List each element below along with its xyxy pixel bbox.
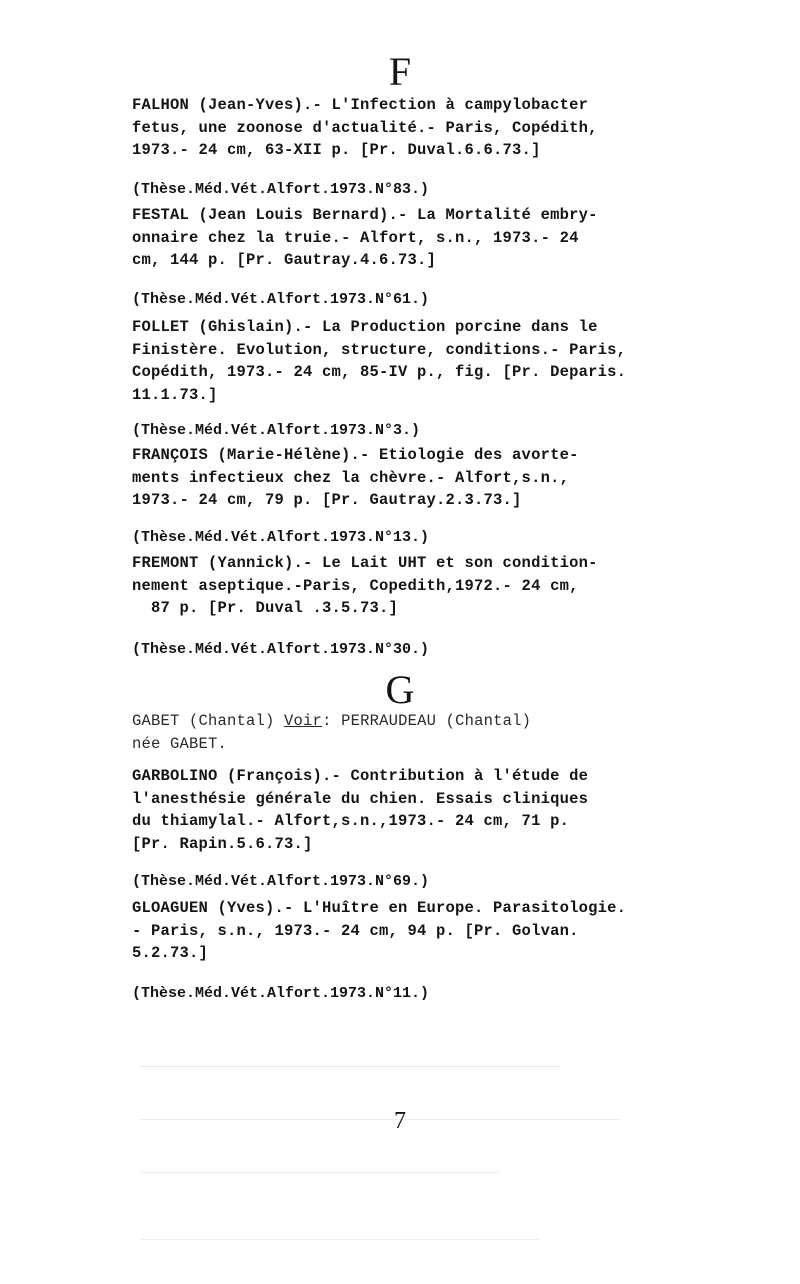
cross-reference-entry [132,710,672,755]
entry-line: du thiamylal.- Alfort,s.n.,1973.- 24 cm, 71 p. [132,812,570,830]
cross-ref-name: GABET (Chantal) [132,712,275,730]
section-letter-f: F [388,49,412,94]
thesis-reference: (Thèse.Méd.Vét.Alfort.1973.N°13.) [132,529,430,546]
entry-line: fetus, une zoonose d'actualité.- Paris, Copédith, [132,118,598,137]
entry-line: Copédith, 1973.- 24 cm, 85-IV p., fig. [Pr. Deparis. [132,363,627,381]
entry-line: l'anesthésie générale du chien. Essais cliniques [132,789,589,808]
entry-line: 1973.- 24 cm, 63-XII p. [Pr. Duval.6.6.73.] [132,141,541,159]
entry-line: onnaire chez la truie.- Alfort, s.n., 1973.- 24 [132,228,579,247]
bibliographic-entry [132,94,672,162]
entry-line: FRANÇOIS (Marie-Hélène).- Etiologie des avorte- [132,446,579,464]
voir-link[interactable]: Voir [284,712,323,730]
entry-line: Finistère. Evolution, structure, conditions.- Paris, [132,340,627,359]
thesis-reference: (Thèse.Méd.Vét.Alfort.1973.N°11.) [132,985,430,1002]
entry-line: [Pr. Rapin.5.6.73.] [132,834,313,853]
bibliographic-entry [132,204,672,272]
entry-line: FALHON (Jean-Yves).- L'Infection à campylobacter [132,96,589,114]
bibliographic-entry [132,444,672,512]
entry-line: nement aseptique.-Paris, Copedith,1972.- 24 cm, [132,576,579,595]
show-through-texture [140,1020,660,1120]
section-letter-g: G [385,667,415,712]
thesis-reference: (Thèse.Méd.Vét.Alfort.1973.N°61.) [132,291,430,308]
entry-line: FESTAL (Jean Louis Bernard).- La Mortalité embry- [132,206,598,224]
entry-line: 5.2.73.] [132,944,209,962]
entry-line: ments infectieux chez la chèvre.- Alfort,s.n., [132,468,570,487]
entry-line: FREMONT (Yannick).- Le Lait UHT et son condition- [132,554,598,572]
bibliographic-entry [132,897,672,965]
entry-line: - Paris, s.n., 1973.- 24 cm, 94 p. [Pr. Golvan. [132,921,579,940]
bibliographic-entry [132,552,672,620]
entry-line [132,710,672,733]
entry-line: 11.1.73.] [132,385,218,404]
entry-line: 1973.- 24 cm, 79 p. [Pr. Gautray.2.3.73.] [132,491,522,509]
entry-line: GARBOLINO (François).- Contribution à l'étude de [132,767,589,785]
thesis-reference: (Thèse.Méd.Vét.Alfort.1973.N°3.) [132,422,421,439]
bibliographic-entry [132,316,672,406]
entry-line: GLOAGUEN (Yves).- L'Huître en Europe. Parasitologie. [132,899,627,917]
bibliographic-entry [132,765,672,855]
thesis-reference: (Thèse.Méd.Vét.Alfort.1973.N°30.) [132,641,430,658]
entry-line: FOLLET (Ghislain).- La Production porcine dans le [132,318,598,336]
entry-line: née GABET. [132,734,228,753]
cross-ref-target: : PERRAUDEAU (Chantal) [322,712,532,730]
entry-line: cm, 144 p. [Pr. Gautray.4.6.73.] [132,251,437,269]
page-number: 7 [394,1108,406,1134]
entry-line: 87 p. [Pr. Duval .3.5.73.] [132,599,399,617]
thesis-reference: (Thèse.Méd.Vét.Alfort.1973.N°83.) [132,181,430,198]
thesis-reference: (Thèse.Méd.Vét.Alfort.1973.N°69.) [132,873,430,890]
